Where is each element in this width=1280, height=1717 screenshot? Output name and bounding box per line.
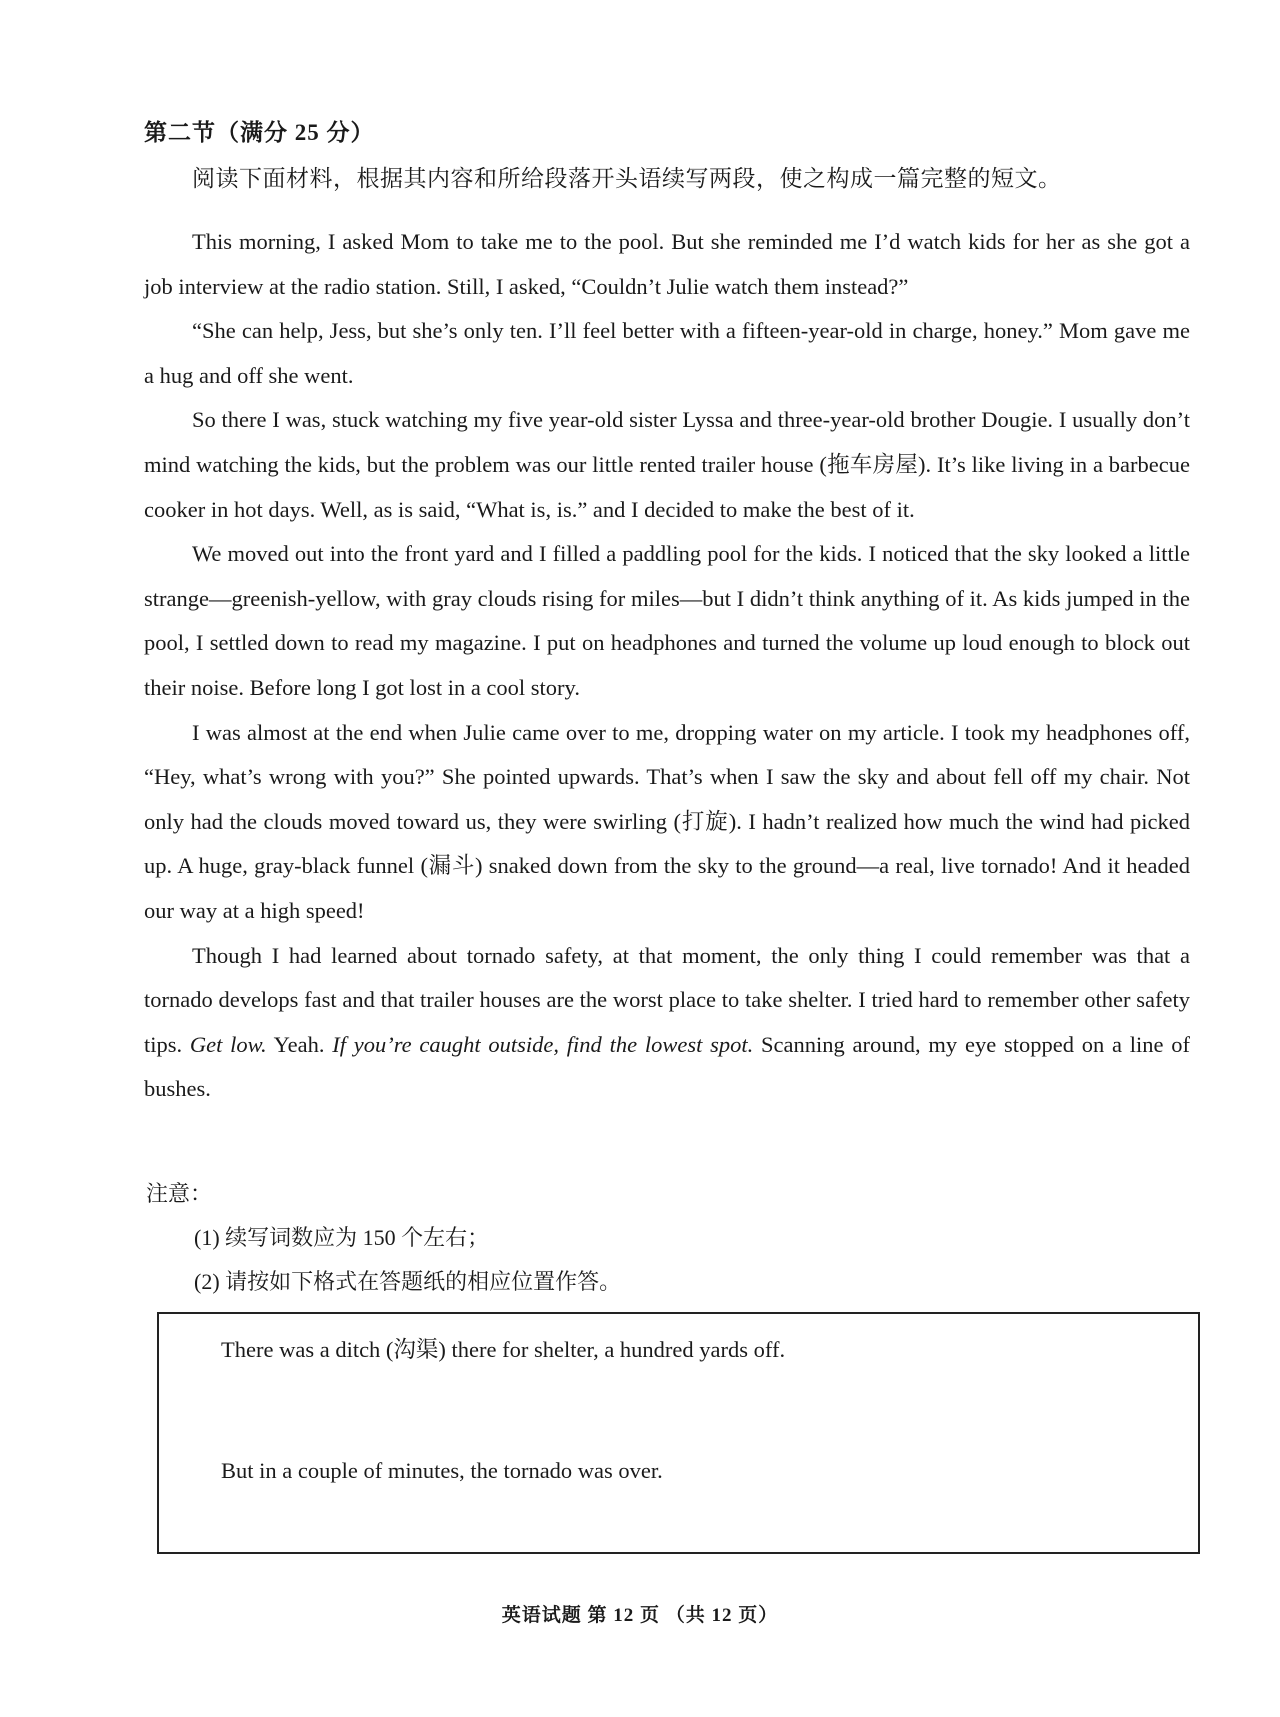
safety-tip-lowest-spot: If you’re caught outside, find the lowest spot.	[332, 1031, 754, 1057]
paragraph-starter-1: There was a ditch (沟渠) there for shelter, a hundred yards off.	[221, 1337, 786, 1362]
paragraph-6-text-a: Though I had learned about tornado safety, at that moment, the only thing I could remember was that a tornado develops fast and that trailer houses are the worst place to take shelter. I tried hard to remember other safety tips.	[144, 942, 1190, 1057]
passage-paragraph-2: “She can help, Jess, but she’s only ten. I’ll feel better with a fifteen-year-old in charge, honey.” Mom gave me a hug and off she went.	[144, 318, 1190, 388]
passage-paragraph-5: I was almost at the end when Julie came over to me, dropping water on my article. I took my headphones off, “Hey, what’s wrong with you?” She pointed upwards. That’s when I saw the sky and about fell off my chair. Not only had the clouds moved toward us, they were swirling (打旋). I hadn’t realized how much the wind had picked up. A huge, gray-black funnel (漏斗) snaked down from the sky to the ground—a real, live tornado! And it headed our way at a high speed!	[144, 719, 1190, 923]
answer-box	[157, 1312, 1200, 1554]
passage-paragraph-1: This morning, I asked Mom to take me to the pool. But she reminded me I’d watch kids for her as she got a job interview at the radio station. Still, I asked, “Couldn’t Julie watch them instead?”	[144, 229, 1190, 299]
passage-paragraph-6	[144, 934, 1190, 1112]
safety-tip-get-low: Get low.	[189, 1031, 267, 1057]
paragraph-6-text-c: Scanning around, my eye stopped on a line of bushes.	[144, 1031, 1191, 1102]
notes-section	[146, 1172, 621, 1304]
notes-label: 注意：	[146, 1181, 213, 1206]
section-title: 第二节（满分 25 分）	[144, 120, 375, 145]
passage-paragraph-3: So there I was, stuck watching my five year-old sister Lyssa and three-year-old brother Dougie. I usually don’t mind watching the kids, but the problem was our little rented trailer house (拖车房屋). It’s like living in a barbecue cooker in hot days. Well, as is said, “What is, is.” and I decided to make the best of it.	[144, 407, 1190, 522]
note-item-1: (1) 续写词数应为 150 个左右；	[194, 1225, 490, 1250]
reading-passage	[144, 220, 1190, 1112]
paragraph-6-text-b: Yeah.	[266, 1031, 333, 1057]
note-item-2: (2) 请按如下格式在答题纸的相应位置作答。	[194, 1269, 622, 1294]
passage-paragraph-4: We moved out into the front yard and I filled a paddling pool for the kids. I noticed that the sky looked a little strange—greenish-yellow, with gray clouds rising for miles—but I didn’t think anything of it. As kids jumped in the pool, I settled down to read my magazine. I put on headphones and turned the volume up loud enough to block out their noise. Before long I got lost in a cool story.	[144, 541, 1190, 700]
section-instruction: 阅读下面材料，根据其内容和所给段落开头语续写两段，使之构成一篇完整的短文。	[192, 166, 1062, 191]
page-footer: 英语试题 第 12 页 （共 12 页）	[501, 1605, 779, 1626]
paragraph-starter-2: But in a couple of minutes, the tornado was over.	[221, 1458, 663, 1483]
